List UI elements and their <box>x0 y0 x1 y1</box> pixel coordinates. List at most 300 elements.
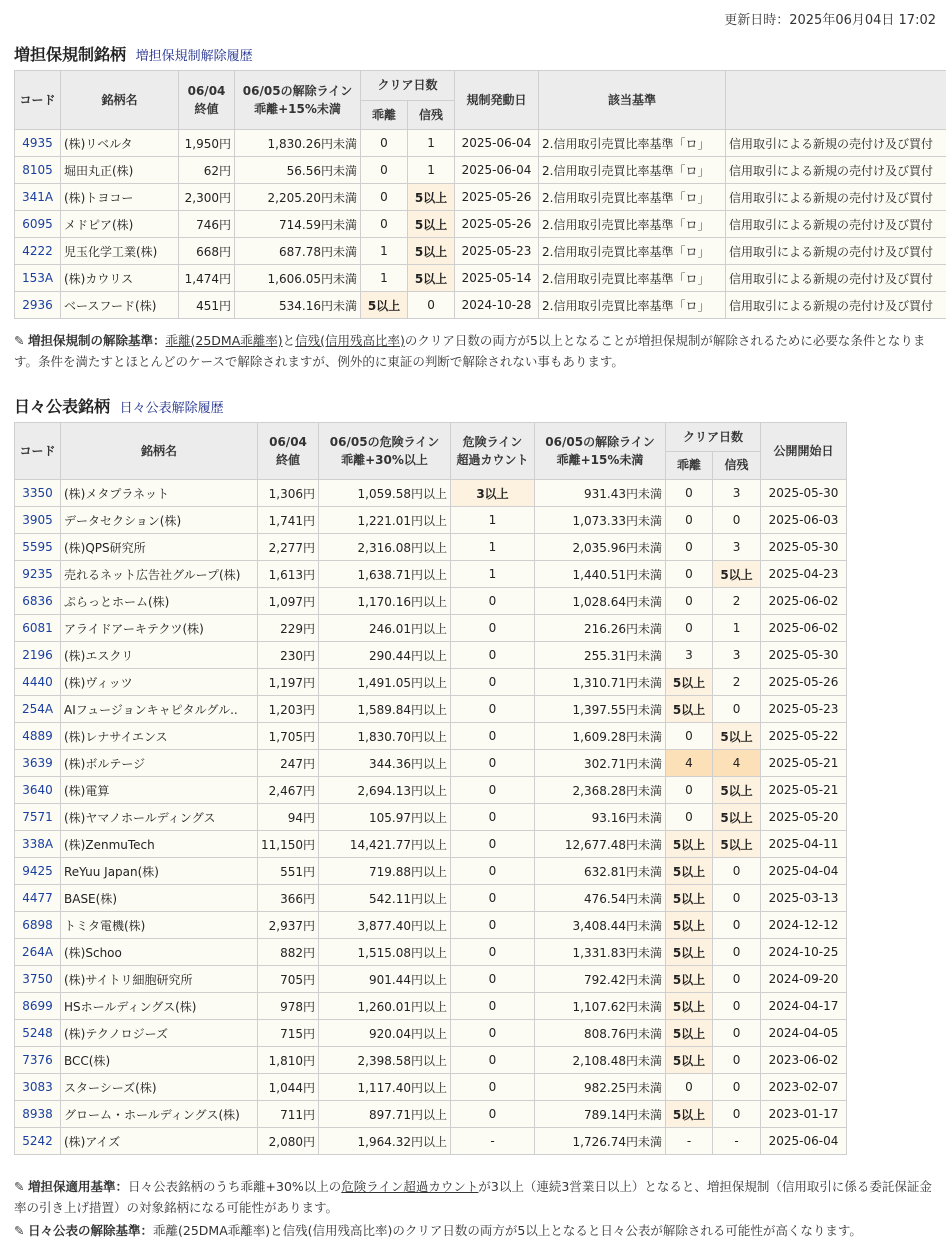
updated-timestamp: 更新日時：2025年06月04日 17:02 <box>724 9 936 28</box>
stock-code-link[interactable]: 8699 <box>15 993 61 1020</box>
release-line: 12,677.48円未満 <box>535 831 666 858</box>
stock-code-link[interactable]: 3350 <box>15 480 61 507</box>
stock-code-link[interactable]: 4935 <box>15 130 61 157</box>
stock-code-link[interactable]: 2936 <box>15 292 61 319</box>
note-hibi-release-criteria: ✎ 日々公表の解除基準：乖離(25DMA乖離率)と信残(信用残高比率)のクリア日数の両方が5以上となると日々公表が解除される可能性が高くなります。 <box>14 1220 934 1241</box>
release-line: 2,205.20円未満 <box>235 184 361 211</box>
stock-name: (株)メタプラネット <box>61 480 258 507</box>
release-line: 1,440.51円未満 <box>535 561 666 588</box>
table-row <box>15 696 847 723</box>
stock-code-link[interactable]: 153A <box>15 265 61 292</box>
danger-count: 0 <box>451 1047 535 1074</box>
stock-name: (株)レナサイエンス <box>61 723 258 750</box>
close-price: 1,097円 <box>258 588 319 615</box>
shinzan-clear-days: 5以上 <box>408 211 455 238</box>
stock-code-link[interactable]: 3083 <box>15 1074 61 1101</box>
kairi-clear-days: 5以上 <box>666 858 713 885</box>
danger-count: 0 <box>451 1074 535 1101</box>
table-row <box>15 480 847 507</box>
table-row <box>15 184 946 211</box>
release-line: 216.26円未満 <box>535 615 666 642</box>
shinzan-clear-days: 0 <box>713 1020 761 1047</box>
kairi-clear-days: 0 <box>361 130 408 157</box>
danger-line: 1,059.58円以上 <box>319 480 451 507</box>
start-date: 2025-06-02 <box>761 615 847 642</box>
danger-count: 0 <box>451 885 535 912</box>
kairi-clear-days: 5以上 <box>666 912 713 939</box>
danger-count: 0 <box>451 750 535 777</box>
table-row <box>15 1020 847 1047</box>
danger-count: 0 <box>451 588 535 615</box>
close-price: 978円 <box>258 993 319 1020</box>
close-price: 2,467円 <box>258 777 319 804</box>
shinzan-clear-days: 5以上 <box>408 265 455 292</box>
table-row <box>15 1074 847 1101</box>
danger-line: 1,491.05円以上 <box>319 669 451 696</box>
close-price: 1,613円 <box>258 561 319 588</box>
danger-count: - <box>451 1128 535 1155</box>
release-line: 632.81円未満 <box>535 858 666 885</box>
shinzan-clear-days: 0 <box>713 885 761 912</box>
kairi-clear-days: 0 <box>666 534 713 561</box>
danger-count: 1 <box>451 534 535 561</box>
start-date: 2025-04-23 <box>761 561 847 588</box>
start-date: 2025-05-23 <box>455 238 539 265</box>
release-line: 56.56円未満 <box>235 157 361 184</box>
shinzan-clear-days: 3 <box>713 480 761 507</box>
table-row <box>15 292 946 319</box>
shinzan-clear-days: 0 <box>713 1074 761 1101</box>
start-date: 2024-04-17 <box>761 993 847 1020</box>
stock-code-link[interactable]: 3905 <box>15 507 61 534</box>
stock-name: BASE(株) <box>61 885 258 912</box>
table-row <box>15 534 847 561</box>
close-price: 705円 <box>258 966 319 993</box>
stock-name: (株)電算 <box>61 777 258 804</box>
danger-count: 1 <box>451 507 535 534</box>
stock-code-link[interactable]: 6898 <box>15 912 61 939</box>
table-row <box>15 561 847 588</box>
table-row <box>15 885 847 912</box>
pencil-icon: ✎ <box>14 1176 28 1197</box>
release-line: 714.59円未満 <box>235 211 361 238</box>
release-line: 1,073.33円未満 <box>535 507 666 534</box>
table-row <box>15 642 847 669</box>
start-date: 2025-05-14 <box>455 265 539 292</box>
start-date: 2025-05-23 <box>761 696 847 723</box>
shinzan-clear-days: 1 <box>408 130 455 157</box>
danger-count: 0 <box>451 831 535 858</box>
note-apply-criteria: ✎ 増担保適用基準：日々公表銘柄のうち乖離+30%以上の危険ライン超過カウントが3以上（連続3営業日以上）となると、増担保規制（信用取引に係る委託保証金率の引き上げ措置）の対象銘柄になる可能性があります。 <box>14 1176 934 1218</box>
criteria-detail: 信用取引による新規の売付け及び買付 <box>726 130 946 157</box>
shinzan-clear-days: 3 <box>713 642 761 669</box>
close-price: 1,197円 <box>258 669 319 696</box>
close-price: 1,705円 <box>258 723 319 750</box>
stock-name: (株)ZenmuTech <box>61 831 258 858</box>
header-close[interactable]: 06/04 終値 <box>179 71 235 130</box>
danger-count: 0 <box>451 723 535 750</box>
stock-name: AIフュージョンキャピタルグル.. <box>61 696 258 723</box>
criteria-detail: 信用取引による新規の売付け及び買付 <box>726 157 946 184</box>
header-name[interactable]: 銘柄名 <box>61 71 179 130</box>
shinzan-clear-days: 1 <box>408 157 455 184</box>
stock-name: (株)リベルタ <box>61 130 179 157</box>
shinzan-clear-days: 5以上 <box>713 777 761 804</box>
criteria: 2.信用取引売買比率基準「ロ」 <box>539 130 726 157</box>
danger-line: 105.97円以上 <box>319 804 451 831</box>
pencil-icon: ✎ <box>14 330 28 351</box>
danger-line: 1,515.08円以上 <box>319 939 451 966</box>
table-row <box>15 615 847 642</box>
link-shinzan[interactable]: 信残(信用残高比率) <box>295 333 405 348</box>
kairi-clear-days: 0 <box>666 615 713 642</box>
release-line: 93.16円未満 <box>535 804 666 831</box>
close-price: 551円 <box>258 858 319 885</box>
table-row <box>15 966 847 993</box>
stock-code-link[interactable]: 3640 <box>15 777 61 804</box>
start-date: 2023-01-17 <box>761 1101 847 1128</box>
stock-code-link[interactable]: 4440 <box>15 669 61 696</box>
danger-line: 1,170.16円以上 <box>319 588 451 615</box>
start-date: 2025-06-02 <box>761 588 847 615</box>
table-row <box>15 831 847 858</box>
header-criteria: 該当基準 <box>539 71 726 130</box>
table-row <box>15 993 847 1020</box>
close-price: 746円 <box>179 211 235 238</box>
stock-code-link[interactable]: 341A <box>15 184 61 211</box>
shinzan-clear-days: - <box>713 1128 761 1155</box>
kairi-clear-days: 5以上 <box>666 966 713 993</box>
stock-code-link[interactable]: 7376 <box>15 1047 61 1074</box>
stock-code-link[interactable]: 3750 <box>15 966 61 993</box>
stock-code-link[interactable]: 264A <box>15 939 61 966</box>
close-price: 1,810円 <box>258 1047 319 1074</box>
close-price: 2,300円 <box>179 184 235 211</box>
zoutanpo-table <box>14 70 946 319</box>
table-row <box>15 750 847 777</box>
kairi-clear-days: 0 <box>666 804 713 831</box>
table-row <box>15 669 847 696</box>
kairi-clear-days: 5以上 <box>666 831 713 858</box>
stock-name: アライドアーキテクツ(株) <box>61 615 258 642</box>
table-row <box>15 1101 847 1128</box>
start-date: 2025-05-21 <box>761 777 847 804</box>
start-date: 2025-05-26 <box>455 184 539 211</box>
start-date: 2024-10-28 <box>455 292 539 319</box>
kairi-clear-days: 0 <box>361 157 408 184</box>
stock-code-link[interactable]: 5242 <box>15 1128 61 1155</box>
stock-name: 堀田丸正(株) <box>61 157 179 184</box>
kairi-clear-days: 0 <box>666 561 713 588</box>
release-line: 2,368.28円未満 <box>535 777 666 804</box>
criteria: 2.信用取引売買比率基準「ロ」 <box>539 184 726 211</box>
danger-line: 542.11円以上 <box>319 885 451 912</box>
danger-line: 2,316.08円以上 <box>319 534 451 561</box>
header-clear-days: クリア日数 <box>666 423 761 452</box>
danger-count: 0 <box>451 993 535 1020</box>
shinzan-clear-days: 2 <box>713 588 761 615</box>
kairi-clear-days: 5以上 <box>666 885 713 912</box>
stock-name: (株)トヨコー <box>61 184 179 211</box>
release-line: 2,035.96円未満 <box>535 534 666 561</box>
stock-code-link[interactable]: 7571 <box>15 804 61 831</box>
table-row <box>15 238 946 265</box>
header-release-line[interactable]: 06/05の解除ライン 乖離+15%未満 <box>235 71 361 130</box>
danger-line: 719.88円以上 <box>319 858 451 885</box>
release-line: 534.16円未満 <box>235 292 361 319</box>
start-date: 2025-05-21 <box>761 750 847 777</box>
start-date: 2025-06-03 <box>761 507 847 534</box>
header-release-line[interactable]: 06/05の解除ライン 乖離+15%未満 <box>535 423 666 480</box>
stock-code-link[interactable]: 4477 <box>15 885 61 912</box>
header-extra <box>726 71 946 130</box>
shinzan-clear-days: 1 <box>713 615 761 642</box>
danger-line: 2,694.13円以上 <box>319 777 451 804</box>
stock-name: (株)ヤマノホールディングス <box>61 804 258 831</box>
shinzan-clear-days: 5以上 <box>713 561 761 588</box>
criteria: 2.信用取引売買比率基準「ロ」 <box>539 238 726 265</box>
kairi-clear-days: 0 <box>361 211 408 238</box>
start-date: 2025-05-20 <box>761 804 847 831</box>
shinzan-clear-days: 0 <box>713 696 761 723</box>
start-date: 2025-05-22 <box>761 723 847 750</box>
shinzan-clear-days: 0 <box>713 858 761 885</box>
start-date: 2024-10-25 <box>761 939 847 966</box>
start-date: 2025-05-26 <box>455 211 539 238</box>
shinzan-clear-days: 5以上 <box>408 238 455 265</box>
kairi-clear-days: 0 <box>666 480 713 507</box>
table-row <box>15 211 946 238</box>
header-code[interactable]: コード <box>15 71 61 130</box>
stock-name: HSホールディングス(株) <box>61 993 258 1020</box>
start-date: 2025-03-13 <box>761 885 847 912</box>
danger-count: 0 <box>451 804 535 831</box>
stock-code-link[interactable]: 3639 <box>15 750 61 777</box>
section-title-text: 増担保規制銘柄 <box>14 45 126 64</box>
stock-code-link[interactable]: 2196 <box>15 642 61 669</box>
start-date: 2025-05-26 <box>761 669 847 696</box>
danger-line: 290.44円以上 <box>319 642 451 669</box>
shinzan-clear-days: 0 <box>408 292 455 319</box>
stock-code-link[interactable]: 8938 <box>15 1101 61 1128</box>
kairi-clear-days: 0 <box>666 777 713 804</box>
release-line: 687.78円未満 <box>235 238 361 265</box>
danger-line: 3,877.40円以上 <box>319 912 451 939</box>
criteria-detail: 信用取引による新規の売付け及び買付 <box>726 211 946 238</box>
kairi-clear-days: 0 <box>666 723 713 750</box>
link-hibi-history[interactable]: 日々公表解除履歴 <box>120 401 224 416</box>
close-price: 1,474円 <box>179 265 235 292</box>
close-price: 229円 <box>258 615 319 642</box>
stock-code-link[interactable]: 6836 <box>15 588 61 615</box>
link-zoutanpo-history[interactable]: 増担保規制解除履歴 <box>136 49 253 64</box>
table-row <box>15 1047 847 1074</box>
criteria: 2.信用取引売買比率基準「ロ」 <box>539 211 726 238</box>
stock-code-link[interactable]: 8105 <box>15 157 61 184</box>
hibi-table <box>14 422 847 1155</box>
close-price: 711円 <box>258 1101 319 1128</box>
header-start-date[interactable]: 公開開始日 <box>761 423 847 480</box>
danger-count: 0 <box>451 966 535 993</box>
danger-line: 1,830.70円以上 <box>319 723 451 750</box>
header-name[interactable]: 銘柄名 <box>61 423 258 480</box>
close-price: 366円 <box>258 885 319 912</box>
stock-code-link[interactable]: 4222 <box>15 238 61 265</box>
start-date: 2023-02-07 <box>761 1074 847 1101</box>
shinzan-clear-days: 0 <box>713 507 761 534</box>
danger-line: 1,589.84円以上 <box>319 696 451 723</box>
danger-line: 14,421.77円以上 <box>319 831 451 858</box>
pencil-icon: ✎ <box>14 1220 28 1241</box>
stock-name: 児玉化学工業(株) <box>61 238 179 265</box>
start-date: 2025-04-04 <box>761 858 847 885</box>
stock-code-link[interactable]: 254A <box>15 696 61 723</box>
stock-code-link[interactable]: 9235 <box>15 561 61 588</box>
stock-name: (株)テクノロジーズ <box>61 1020 258 1047</box>
danger-count: 0 <box>451 858 535 885</box>
release-line: 255.31円未満 <box>535 642 666 669</box>
start-date: 2025-05-30 <box>761 480 847 507</box>
release-line: 1,107.62円未満 <box>535 993 666 1020</box>
release-line: 476.54円未満 <box>535 885 666 912</box>
kairi-clear-days: 5以上 <box>666 1020 713 1047</box>
kairi-clear-days: 5以上 <box>666 696 713 723</box>
danger-count: 0 <box>451 615 535 642</box>
criteria-detail: 信用取引による新規の売付け及び買付 <box>726 184 946 211</box>
header-kairi[interactable]: 乖離 <box>666 451 713 480</box>
release-line: 1,830.26円未満 <box>235 130 361 157</box>
stock-name: データセクション(株) <box>61 507 258 534</box>
kairi-clear-days: 5以上 <box>666 993 713 1020</box>
stock-code-link[interactable]: 9425 <box>15 858 61 885</box>
kairi-clear-days: 0 <box>666 588 713 615</box>
start-date: 2024-12-12 <box>761 912 847 939</box>
kairi-clear-days: 1 <box>361 265 408 292</box>
shinzan-clear-days: 0 <box>713 1101 761 1128</box>
danger-count: 0 <box>451 642 535 669</box>
danger-line: 2,398.58円以上 <box>319 1047 451 1074</box>
release-line: 931.43円未満 <box>535 480 666 507</box>
link-danger-count[interactable]: 危険ライン超過カウント <box>341 1179 478 1194</box>
release-line: 3,408.44円未満 <box>535 912 666 939</box>
start-date: 2025-04-11 <box>761 831 847 858</box>
close-price: 451円 <box>179 292 235 319</box>
table-row <box>15 858 847 885</box>
danger-count: 0 <box>451 912 535 939</box>
kairi-clear-days: 0 <box>361 184 408 211</box>
start-date: 2025-06-04 <box>761 1128 847 1155</box>
stock-code-link[interactable]: 4889 <box>15 723 61 750</box>
stock-name: (株)QPS研究所 <box>61 534 258 561</box>
danger-line: 344.36円以上 <box>319 750 451 777</box>
stock-name: ReYuu Japan(株) <box>61 858 258 885</box>
criteria-detail: 信用取引による新規の売付け及び買付 <box>726 292 946 319</box>
danger-count: 0 <box>451 1101 535 1128</box>
shinzan-clear-days: 0 <box>713 993 761 1020</box>
table-row <box>15 507 847 534</box>
stock-code-link[interactable]: 338A <box>15 831 61 858</box>
danger-count: 3以上 <box>451 480 535 507</box>
shinzan-clear-days: 0 <box>713 1047 761 1074</box>
table-row <box>15 804 847 831</box>
section-title-hibi <box>14 394 224 417</box>
close-price: 1,741円 <box>258 507 319 534</box>
shinzan-clear-days: 0 <box>713 912 761 939</box>
kairi-clear-days: 5以上 <box>361 292 408 319</box>
section-title-text: 日々公表銘柄 <box>14 397 110 416</box>
danger-count: 0 <box>451 696 535 723</box>
stock-code-link[interactable]: 5595 <box>15 534 61 561</box>
danger-line: 1,638.71円以上 <box>319 561 451 588</box>
start-date: 2024-04-05 <box>761 1020 847 1047</box>
kairi-clear-days: 5以上 <box>666 669 713 696</box>
header-kairi[interactable]: 乖離 <box>361 100 408 130</box>
start-date: 2025-05-30 <box>761 534 847 561</box>
danger-count: 0 <box>451 777 535 804</box>
danger-count: 1 <box>451 561 535 588</box>
release-line: 2,108.48円未満 <box>535 1047 666 1074</box>
header-danger-line[interactable]: 06/05の危険ライン 乖離+30%以上 <box>319 423 451 480</box>
table-row <box>15 723 847 750</box>
stock-name: ベースフード(株) <box>61 292 179 319</box>
criteria: 2.信用取引売買比率基準「ロ」 <box>539 265 726 292</box>
header-shinzan[interactable]: 信残 <box>713 451 761 480</box>
close-price: 2,277円 <box>258 534 319 561</box>
kairi-clear-days: 5以上 <box>666 1101 713 1128</box>
close-price: 1,306円 <box>258 480 319 507</box>
shinzan-clear-days: 0 <box>713 939 761 966</box>
header-code[interactable]: コード <box>15 423 61 480</box>
shinzan-clear-days: 0 <box>713 966 761 993</box>
release-line: 1,310.71円未満 <box>535 669 666 696</box>
close-price: 230円 <box>258 642 319 669</box>
stock-code-link[interactable]: 6095 <box>15 211 61 238</box>
kairi-clear-days: 0 <box>666 507 713 534</box>
table-row <box>15 588 847 615</box>
criteria-detail: 信用取引による新規の売付け及び買付 <box>726 238 946 265</box>
close-price: 1,950円 <box>179 130 235 157</box>
header-start-date[interactable]: 規制発動日 <box>455 71 539 130</box>
header-danger-count[interactable]: 危険ライン 超過カウント <box>451 423 535 480</box>
header-clear-days: クリア日数 <box>361 71 455 101</box>
danger-line: 897.71円以上 <box>319 1101 451 1128</box>
stock-code-link[interactable]: 6081 <box>15 615 61 642</box>
close-price: 668円 <box>179 238 235 265</box>
close-price: 715円 <box>258 1020 319 1047</box>
release-line: 1,331.83円未満 <box>535 939 666 966</box>
release-line: 982.25円未満 <box>535 1074 666 1101</box>
release-line: 1,397.55円未満 <box>535 696 666 723</box>
danger-line: 1,964.32円以上 <box>319 1128 451 1155</box>
kairi-clear-days: 1 <box>361 238 408 265</box>
shinzan-clear-days: 5以上 <box>713 831 761 858</box>
stock-name: (株)ヴィッツ <box>61 669 258 696</box>
kairi-clear-days: 5以上 <box>666 1047 713 1074</box>
stock-name: (株)アイズ <box>61 1128 258 1155</box>
shinzan-clear-days: 2 <box>713 669 761 696</box>
header-shinzan[interactable]: 信残 <box>408 100 455 130</box>
shinzan-clear-days: 3 <box>713 534 761 561</box>
link-kairi[interactable]: 乖離(25DMA乖離率) <box>166 333 283 348</box>
header-close[interactable]: 06/04 終値 <box>258 423 319 480</box>
close-price: 1,203円 <box>258 696 319 723</box>
release-line: 1,609.28円未満 <box>535 723 666 750</box>
note-release-criteria: ✎ 増担保規制の解除基準：乖離(25DMA乖離率)と信残(信用残高比率)のクリア日数の両方が5以上となることが増担保規制が解除されるために必要な条件となります。条件を満たすとほとんどのケースで解除されますが、例外的に東証の判断で解除されない事もあります。 <box>14 330 934 372</box>
close-price: 2,080円 <box>258 1128 319 1155</box>
danger-line: 1,117.40円以上 <box>319 1074 451 1101</box>
danger-line: 920.04円以上 <box>319 1020 451 1047</box>
stock-code-link[interactable]: 5248 <box>15 1020 61 1047</box>
